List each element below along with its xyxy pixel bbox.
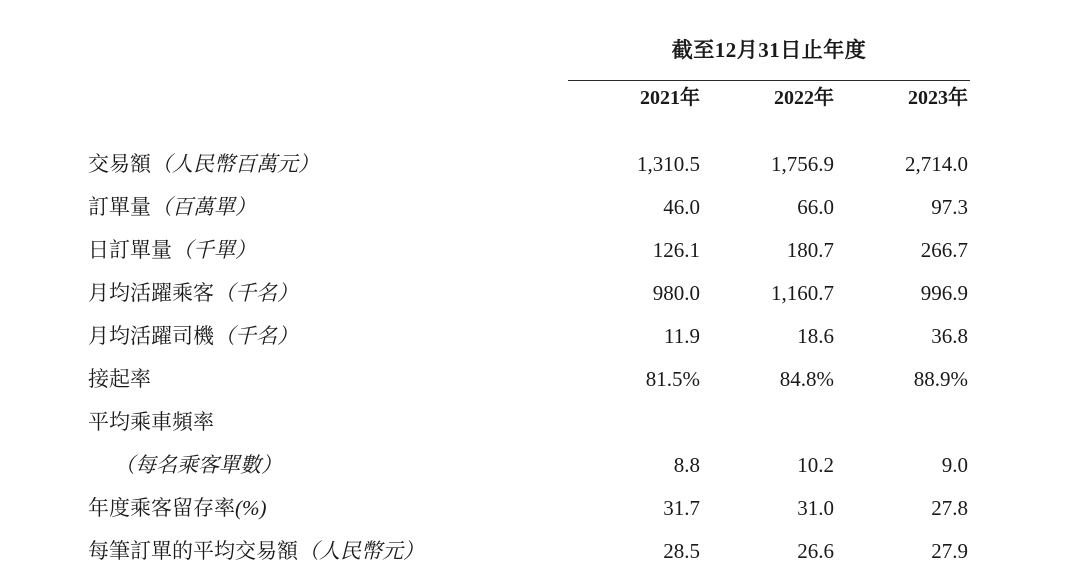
row-value: 27.9 [931,539,969,563]
row-metric-unit: (%) [235,496,267,520]
row-metric-name: 訂單量 [88,195,151,219]
header-blank-cell [88,30,568,80]
row-value: 126.1 [652,238,700,262]
row-value: 1,310.5 [637,152,700,176]
row-value: 980.0 [652,281,700,305]
row-value: 266.7 [920,238,969,262]
table-header [88,30,970,142]
row-value: 26.6 [797,539,834,563]
row-value: 28.5 [663,539,700,563]
row-value: 1,160.7 [771,281,834,305]
row-label [88,529,568,572]
row-value: 81.5% [645,367,700,391]
table-row [88,228,970,271]
row-value: 27.8 [931,496,969,520]
row-value: 46.0 [663,195,700,219]
period-header: 截至12月31日止年度 [671,38,867,62]
row-value: 11.9 [664,324,700,348]
row-value: 8.8 [673,453,700,477]
table-row [88,185,970,228]
table-row [88,400,970,443]
row-metric-unit: （千單） [172,238,256,262]
table-row [88,357,970,400]
table-row [88,486,970,529]
row-label [88,357,568,400]
row-metric-name: 交易額 [88,152,151,176]
year-header-2022: 2022年 [774,87,834,109]
row-value: 180.7 [786,238,834,262]
row-value: 84.8% [779,367,834,391]
row-label [88,486,568,529]
row-value: 88.9% [913,367,969,391]
row-metric-name: 年度乘客留存率 [88,496,235,520]
row-metric-unit: （每名乘客單數） [114,453,282,477]
table-row [88,142,970,185]
row-metric-name: 平均乘車頻率 [88,410,214,434]
row-metric-name: 日訂單量 [88,238,172,262]
row-label [88,271,568,314]
row-label [88,185,568,228]
table-row [88,314,970,357]
row-value: 31.7 [663,496,700,520]
row-label [88,443,568,486]
header-spacer-cell [88,120,970,142]
period-header-row [88,30,970,80]
row-metric-name: 月均活躍司機 [88,324,214,348]
header-spacer-row [88,120,970,142]
row-label [88,228,568,271]
row-value: 97.3 [931,195,969,219]
row-value: 9.0 [941,453,969,477]
row-label [88,142,568,185]
row-metric-name: 月均活躍乘客 [88,281,214,305]
row-value: 31.0 [797,496,834,520]
row-label [88,400,568,443]
row-metric-unit: （人民幣元） [298,539,424,563]
metrics-table [88,30,970,572]
table-row [88,529,970,572]
row-metric-name: 接起率 [88,367,151,391]
table-row [88,443,970,486]
row-metric-unit: （千名） [214,281,298,305]
row-value: 18.6 [797,324,834,348]
row-metric-unit: （人民幣百萬元） [151,152,319,176]
row-value [568,400,702,443]
row-value [836,400,970,443]
row-metric-unit: （百萬單） [151,195,256,219]
row-value: 66.0 [797,195,834,219]
row-value: 36.8 [931,324,969,348]
year-header-2021: 2021年 [640,87,700,109]
row-value: 2,714.0 [905,152,969,176]
year-header-2023: 2023年 [908,87,969,109]
row-value: 10.2 [797,453,834,477]
table-body [88,142,970,572]
row-label [88,314,568,357]
row-metric-unit: （千名） [214,324,298,348]
year-header-blank [88,81,568,120]
row-value: 996.9 [920,281,969,305]
table-row [88,271,970,314]
row-metric-name: 每筆訂單的平均交易額 [88,539,298,563]
row-value [702,400,836,443]
year-header-row [88,81,970,120]
row-value: 1,756.9 [771,152,834,176]
